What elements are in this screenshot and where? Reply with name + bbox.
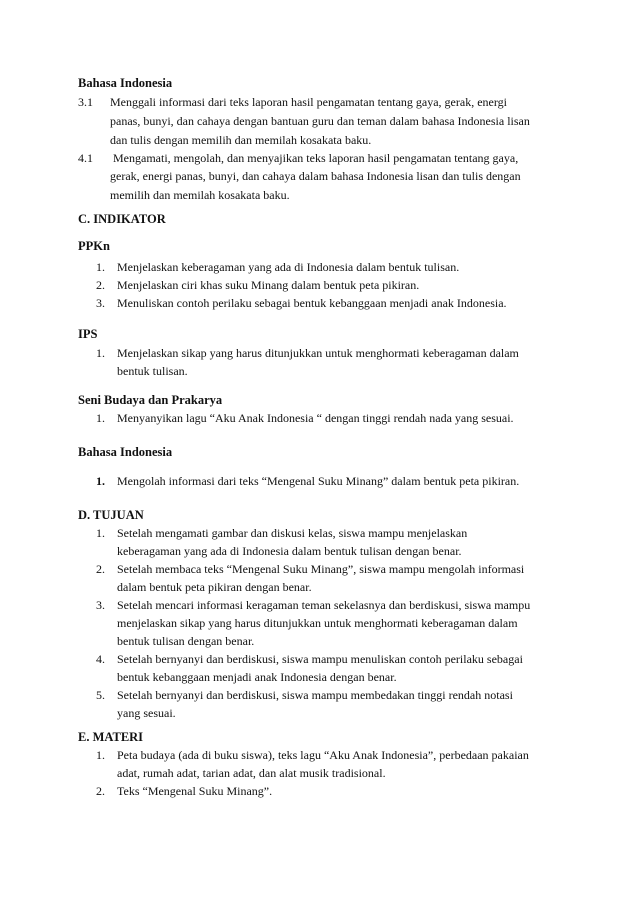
kd-line: dan tulis dengan memilih dan memilah kosakata baku.	[110, 133, 372, 147]
list-item: Setelah mengamati gambar dan diskusi kelas, siswa mampu menjelaskan	[117, 526, 468, 540]
list-number: 4.	[96, 652, 105, 666]
list-item: Setelah bernyanyi dan berdiskusi, siswa mampu menuliskan contoh perilaku sebagai	[117, 652, 523, 666]
list-item: Mengolah informasi dari teks “Mengenal Suku Minang” dalam bentuk peta pikiran.	[117, 474, 520, 488]
list-item: Menjelaskan keberagaman yang ada di Indonesia dalam bentuk tulisan.	[117, 260, 460, 274]
list-item: bentuk kebanggaan menjadi anak Indonesia dengan benar.	[117, 670, 397, 684]
list-item: Teks “Mengenal Suku Minang”.	[117, 784, 273, 798]
list-item: Menuliskan contoh perilaku sebagai bentuk kebanggaan menjadi anak Indonesia.	[117, 296, 507, 310]
list-item: bentuk tulisan.	[117, 364, 188, 378]
kd-bahasa-title: Bahasa Indonesia	[78, 76, 173, 90]
section-heading: C. INDIKATOR	[78, 212, 166, 226]
kd-line: Mengamati, mengolah, dan menyajikan teks laporan hasil pengamatan tentang gaya,	[113, 151, 519, 165]
list-number: 2.	[96, 278, 105, 292]
list-item: Setelah mencari informasi keragaman teman sekelasnya dan berdiskusi, siswa mampu	[117, 598, 531, 612]
list-number: 5.	[96, 688, 105, 702]
list-number: 2.	[96, 784, 105, 798]
kd-line: gerak, energi panas, bunyi, dan cahaya dalam bahasa Indonesia lisan dan tulis dengan	[110, 169, 521, 183]
list-number: 1.	[96, 526, 105, 540]
kd-line: Menggali informasi dari teks laporan hasil pengamatan tentang gaya, gerak, energi	[110, 95, 507, 109]
list-number: 1.	[96, 346, 105, 360]
subject-title: IPS	[78, 327, 98, 341]
list-number: 1.	[96, 260, 105, 274]
kd-line: memilih dan memilah kosakata baku.	[110, 188, 290, 202]
list-item: Menjelaskan sikap yang harus ditunjukkan untuk menghormati keberagaman dalam	[117, 346, 519, 360]
subject-title: Bahasa Indonesia	[78, 445, 173, 459]
list-number: 1.	[96, 748, 105, 762]
kd-number: 4.1	[78, 151, 93, 165]
list-item: adat, rumah adat, tarian adat, dan alat musik tradisional.	[117, 766, 386, 780]
subject-title: Seni Budaya dan Prakarya	[78, 393, 223, 407]
section-heading: E. MATERI	[78, 730, 144, 744]
list-number: 1.	[96, 411, 105, 425]
list-number: 2.	[96, 562, 105, 576]
subject-title: PPKn	[78, 239, 110, 253]
list-item: bentuk tulisan dengan benar.	[117, 634, 255, 648]
list-item: yang sesuai.	[117, 706, 176, 720]
list-number: 3.	[96, 598, 105, 612]
kd-number: 3.1	[78, 95, 93, 109]
list-number: 1.	[96, 474, 105, 488]
list-item: menjelaskan sikap yang harus ditunjukkan untuk menghormati keberagaman dalam	[117, 616, 518, 630]
section-heading: D. TUJUAN	[78, 508, 144, 522]
list-item: Setelah membaca teks “Mengenal Suku Minang”, siswa mampu mengolah informasi	[117, 562, 525, 576]
kd-line: panas, bunyi, dan cahaya dengan bantuan guru dan teman dalam bahasa Indonesia lisan	[110, 114, 530, 128]
list-item: Menjelaskan ciri khas suku Minang dalam bentuk peta pikiran.	[117, 278, 420, 292]
list-item: dalam bentuk peta pikiran dengan benar.	[117, 580, 312, 594]
list-item: keberagaman yang ada di Indonesia dalam bentuk tulisan dengan benar.	[117, 544, 462, 558]
list-item: Menyanyikan lagu “Aku Anak Indonesia “ dengan tinggi rendah nada yang sesuai.	[117, 411, 514, 425]
list-number: 3.	[96, 296, 105, 310]
list-item: Peta budaya (ada di buku siswa), teks lagu “Aku Anak Indonesia”, perbedaan pakaian	[117, 748, 529, 762]
list-item: Setelah bernyanyi dan berdiskusi, siswa mampu membedakan tinggi rendah notasi	[117, 688, 513, 702]
